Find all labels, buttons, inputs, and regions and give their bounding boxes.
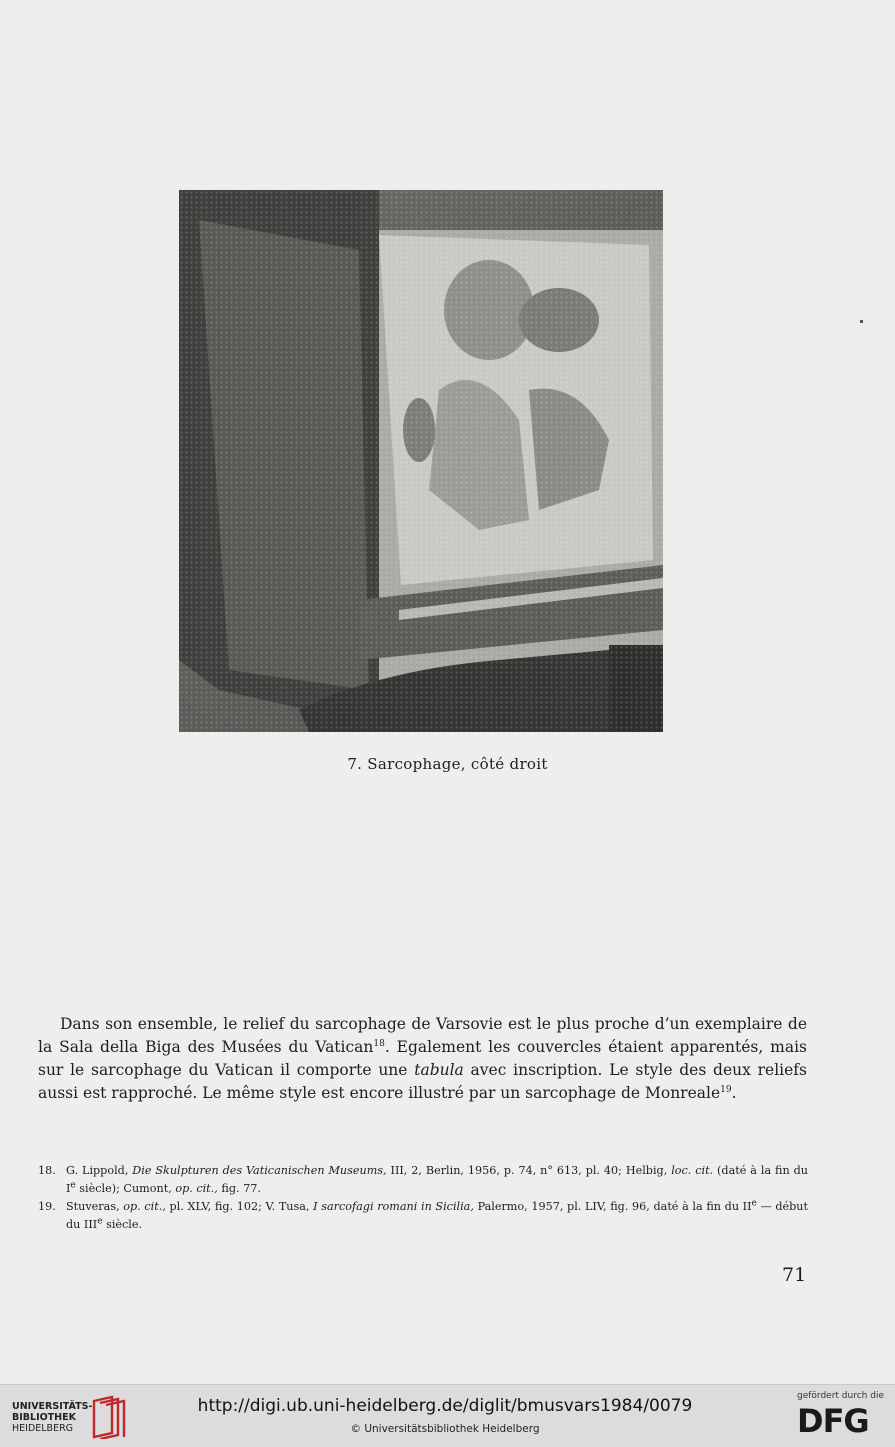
library-name[interactable]	[12, 1401, 92, 1434]
footnotes	[38, 1162, 808, 1234]
library-name-line: HEIDELBERG	[12, 1423, 74, 1434]
document-permalink[interactable]: http://digi.ub.uni-heidelberg.de/diglit/bmusvars1984/0079	[197, 1396, 693, 1416]
footnote-segment: Palermo, 1957, pl. LIV, fig. 96, daté à la fin du II	[473, 1200, 752, 1213]
library-logo-icon[interactable]	[90, 1395, 126, 1439]
copyright-notice: © Universitätsbibliothek Heidelberg	[350, 1423, 540, 1435]
footnote-19	[38, 1198, 808, 1234]
library-name-line: UNIVERSITÄTS-	[12, 1401, 93, 1412]
footnote-18	[38, 1162, 808, 1198]
footnote-title: op. cit.,	[175, 1182, 218, 1195]
footnote-ref-18[interactable]: 18	[373, 1038, 385, 1049]
dfg-logo-icon[interactable]	[797, 1401, 883, 1437]
footnote-segment: III, 2, Berlin, 1956, p. 74, n° 613, pl. 40; Helbig,	[386, 1164, 672, 1177]
figure-caption: 7. Sarcophage, côté droit	[347, 755, 548, 773]
footnote-segment: (daté à la fin du I	[66, 1164, 808, 1195]
footnote-title: Die Skulpturen des Vaticanischen Museums,	[132, 1164, 387, 1177]
body-text-part-2: . Egalement les couvercles étaient apparentés, mais sur le sarcophage du Vatican il comporte une	[38, 1038, 808, 1079]
footnote-text	[66, 1162, 808, 1198]
footnote-number: 18.	[38, 1164, 56, 1177]
footnote-text	[66, 1198, 808, 1234]
footnote-title: I sarcofagi romani in Sicilia,	[313, 1200, 474, 1213]
body-text-part-4: .	[731, 1084, 737, 1102]
page-number: 71	[782, 1264, 807, 1286]
body-text-part-1: Dans son ensemble, le relief du sarcophage de Varsovie est le plus proche d’un exemplaire de la Sala della Biga des Musées du Vatican	[38, 1015, 807, 1056]
footnote-segment: — début du III	[66, 1200, 809, 1231]
footnote-superscript: e	[97, 1216, 103, 1227]
footnote-segment: Stuveras,	[66, 1200, 124, 1213]
footnote-segment: fig. 77.	[217, 1182, 261, 1195]
footnote-title: loc. cit.	[671, 1164, 714, 1177]
footnote-segment: pl. XLV, fig. 102; V. Tusa,	[165, 1200, 314, 1213]
footnote-segment: siècle.	[102, 1218, 143, 1231]
body-text-part-3: avec inscription. Le style des deux reliefs aussi est rapproché. Le même style est encore illustré par un sarcophage de Monreale	[38, 1061, 807, 1102]
body-italic-term: tabula	[414, 1061, 464, 1079]
footnote-superscript: e	[751, 1198, 757, 1209]
body-paragraph	[38, 1013, 807, 1105]
scan-mark	[860, 320, 863, 323]
viewer-footer	[0, 1384, 895, 1447]
footnote-segment: G. Lippold,	[66, 1164, 133, 1177]
footnote-ref-19[interactable]: 19	[720, 1084, 732, 1095]
funder-label: gefördert durch die	[797, 1391, 884, 1401]
dfg-logo-text: DFG	[797, 1402, 869, 1437]
footnote-superscript: e	[70, 1180, 76, 1191]
footnote-title: op. cit.,	[123, 1200, 166, 1213]
footnote-number: 19.	[38, 1200, 56, 1213]
footnote-segment: siècle); Cumont,	[75, 1182, 176, 1195]
sarcophagus-photo	[179, 190, 663, 732]
library-name-line: BIBLIOTHEK	[12, 1412, 76, 1423]
